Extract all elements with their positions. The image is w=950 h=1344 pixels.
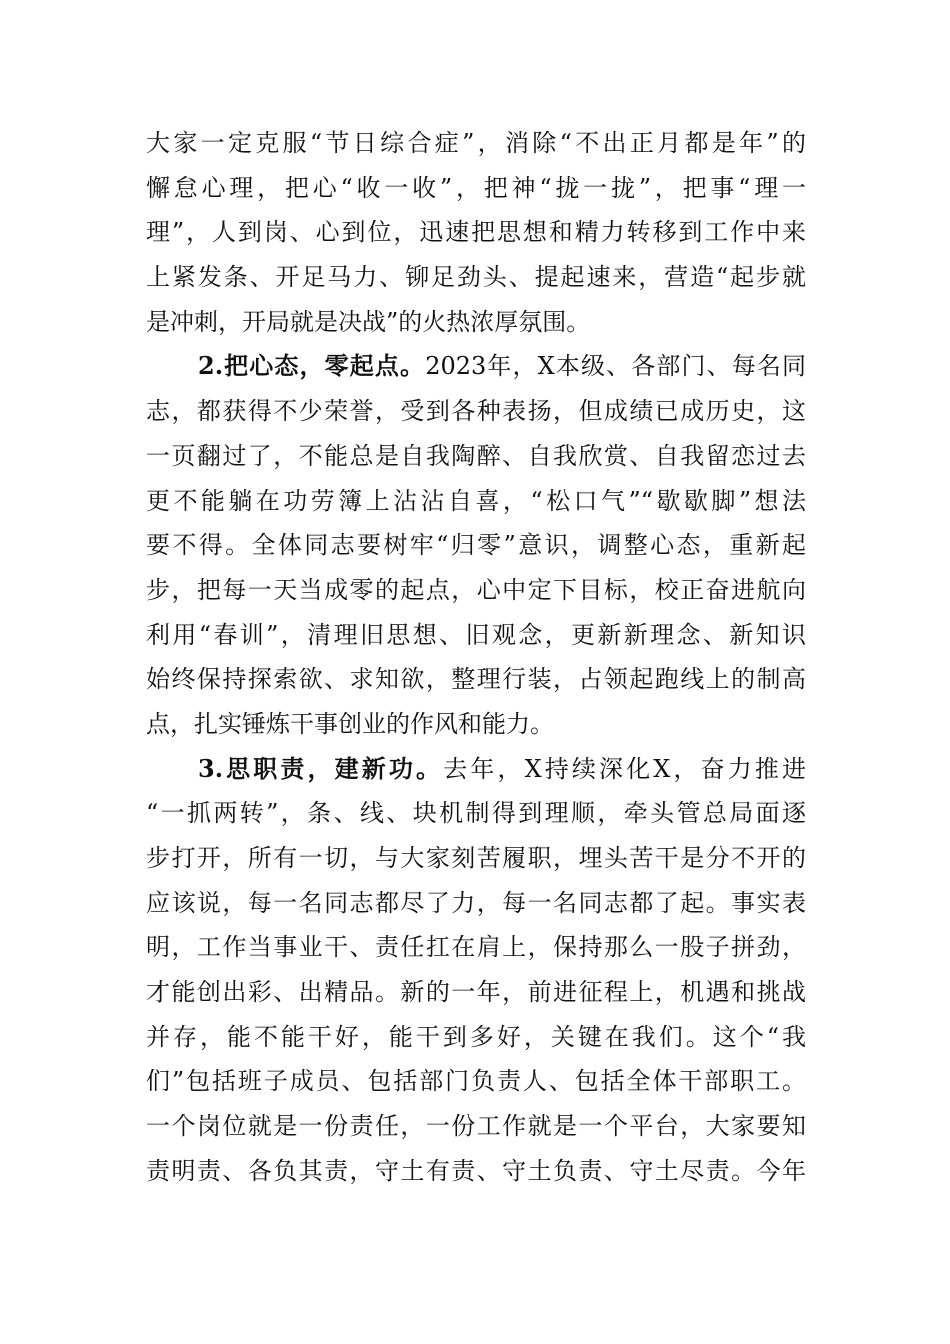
text-line: 并存，能不能干好，能干到多好，关键在我们。这个“我 — [146, 1022, 806, 1051]
text-line: 上紧发条、开足马力、铆足劲头、提起速来，营造“起步就 — [146, 263, 806, 292]
section-text: 2023年，X本级、各部门、每名同 — [425, 352, 806, 381]
text-line: 利用“春训”，清理旧思想、旧观念，更新新理念、新知识 — [146, 620, 806, 649]
text-line: 始终保持探索欲、求知欲，整理行装，占领起跑线上的制高 — [146, 665, 806, 694]
text-line: 要不得。全体同志要树牢“归零”意识，调整心态，重新起 — [146, 531, 806, 560]
text-line: “一抓两转”，条、线、块机制得到理顺，牵头管总局面逐 — [146, 799, 806, 828]
text-line: 大家一定克服“节日综合症”，消除“不出正月都是年”的 — [146, 129, 806, 157]
text-line: 一页翻过了，不能总是自我陶醉、自我欣赏、自我留恋过去 — [146, 441, 806, 470]
text-line: 步打开，所有一切，与大家刻苦履职，埋头苦干是分不开的 — [146, 844, 806, 872]
text-line: 更不能躺在功劳簿上沾沾自喜，“松口气”“歇歇脚”想法 — [146, 486, 806, 515]
text-line: 步，把每一天当成零的起点，心中定下目标，校正奋进航向 — [146, 575, 806, 604]
text-line: 理”，人到岗、心到位，迅速把思想和精力转移到工作中来 — [146, 218, 806, 247]
document-body — [146, 121, 806, 1194]
text-line: 点，扎实锤炼干事创业的作风和能力。 — [146, 709, 554, 738]
text-line: 责明责、各负其责，守土有责、守土负责、守土尽责。今年 — [146, 1156, 806, 1185]
section-heading-3: 3.思职责，建新功。 — [198, 753, 444, 783]
section-heading-line-2 — [146, 344, 806, 389]
text-line: 一个岗位就是一份责任，一份工作就是一个平台，大家要知 — [146, 1112, 806, 1141]
text-line: 明，工作当事业干、责任扛在肩上，保持那么一股子拼劲， — [146, 933, 806, 962]
text-line: 志，都获得不少荣誉，受到各种表扬，但成绩已成历史，这 — [146, 397, 806, 426]
text-line: 懈怠心理，把心“收一收”，把神“拢一拢”，把事“理一 — [146, 173, 806, 202]
text-line: 才能创出彩、出精品。新的一年，前进征程上，机遇和挑战 — [146, 978, 806, 1007]
text-line: 是冲刺，开局就是决战”的火热浓厚氛围。 — [146, 307, 591, 336]
text-line: 应该说，每一名同志都尽了力，每一名同志都了起。事实表 — [146, 888, 806, 917]
text-line: 们”包括班子成员、包括部门负责人、包括全体干部职工。 — [146, 1067, 806, 1096]
section-heading-line-3 — [146, 747, 806, 792]
section-text: 去年，X持续深化X，奋力推进 — [443, 754, 806, 783]
section-heading-2: 2.把心态，零起点。 — [198, 351, 426, 381]
